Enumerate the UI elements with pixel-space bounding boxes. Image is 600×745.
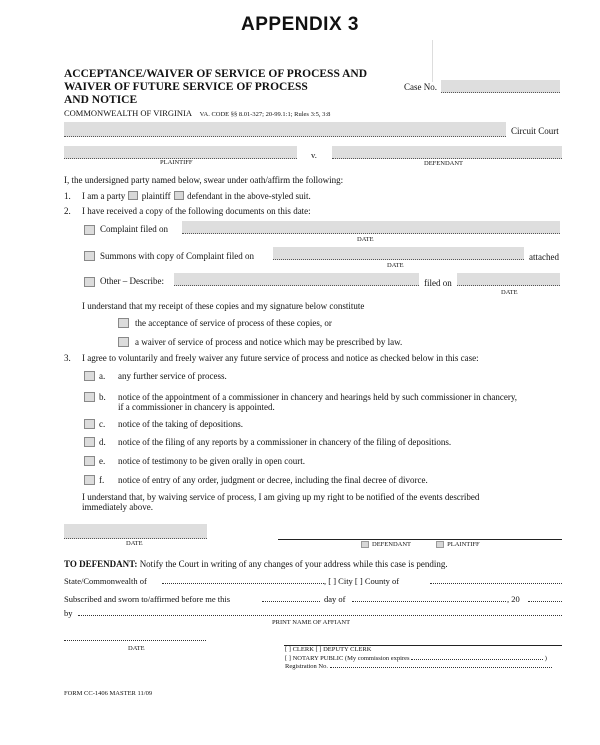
acceptance-label: the acceptance of service of process of these copies, or — [135, 318, 332, 328]
signer-defendant-checkbox[interactable] — [361, 541, 369, 548]
complaint-checkbox[interactable] — [84, 225, 95, 235]
day-field[interactable] — [262, 601, 320, 602]
to-defendant-text: Notify the Court in writing of any changes of your address while this case is pending. — [139, 559, 448, 569]
option-b-text: notice of the appointment of a commissioner in chancery and hearings held by such commissioner in chancery, — [118, 392, 518, 402]
registration-field[interactable] — [330, 667, 552, 668]
signature-date-field[interactable] — [64, 524, 207, 539]
item1-text — [82, 191, 311, 201]
plaintiff-caption: PLAINTIFF — [160, 159, 193, 166]
subscribed-label: Subscribed and sworn to/affirmed before me this — [64, 594, 231, 604]
option-e-letter: e. — [99, 456, 106, 466]
option-a-text: any further service of process. — [118, 371, 227, 381]
complaint-date-caption: DATE — [357, 236, 374, 243]
notary-date-caption: DATE — [128, 645, 145, 652]
other-label: Other – Describe: — [100, 276, 164, 286]
item2-number: 2. — [64, 206, 71, 216]
summons-date-caption: DATE — [387, 262, 404, 269]
complaint-label: Complaint filed on — [100, 224, 168, 234]
attached-label: attached — [529, 252, 559, 262]
va-code-citation: VA. CODE §§ 8.01-327; 20-99.1:1; Rules 3:5, 3:8 — [199, 111, 331, 118]
option-b-checkbox[interactable] — [84, 392, 95, 402]
option-d-checkbox[interactable] — [84, 437, 95, 447]
day-of-label: day of — [324, 594, 346, 604]
notary-date-field[interactable] — [64, 640, 206, 641]
defendant-field[interactable] — [332, 146, 562, 159]
option-b-text-cont: if a commissioner in chancery is appointed. — [118, 402, 275, 412]
other-checkbox[interactable] — [84, 277, 95, 287]
scan-artifact-line — [432, 40, 433, 82]
plaintiff-checkbox[interactable] — [128, 191, 138, 200]
understand-receipt-text: I understand that my receipt of these copies and my signature below constitute — [82, 301, 365, 311]
signer-plaintiff-label: PLAINTIFF — [447, 541, 480, 548]
notary-commission — [285, 655, 547, 662]
item1-number: 1. — [64, 191, 71, 201]
circuit-court-label: Circuit Court — [511, 126, 559, 136]
signature-date-caption: DATE — [126, 540, 143, 547]
other-date-field[interactable] — [457, 273, 560, 286]
year-prefix: , 20 — [507, 594, 520, 604]
case-no-label: Case No. — [404, 82, 437, 92]
notary-commission-close: ) — [544, 655, 547, 662]
waiver-checkbox[interactable] — [118, 337, 129, 347]
signer-defendant-label: DEFENDANT — [372, 541, 411, 548]
option-d-text: notice of the filing of any reports by a commissioner in chancery of the filing of depositions. — [118, 437, 452, 447]
form-id: FORM CC-1406 MASTER 11/09 — [64, 690, 153, 697]
option-f-checkbox[interactable] — [84, 475, 95, 485]
form-title-line2: WAIVER OF FUTURE SERVICE OF PROCESS — [64, 81, 308, 93]
summons-label: Summons with copy of Complaint filed on — [100, 251, 254, 261]
other-date-caption: DATE — [501, 289, 518, 296]
state-label: State/Commonwealth of — [64, 576, 147, 586]
summons-date-field[interactable] — [273, 247, 524, 260]
other-description-field[interactable] — [174, 273, 419, 286]
year-field[interactable] — [528, 601, 562, 602]
appendix-heading: APPENDIX 3 — [241, 14, 359, 35]
defendant-checkbox[interactable] — [174, 191, 184, 200]
signature-role — [361, 541, 480, 548]
understand-waiving-text-cont: immediately above. — [82, 502, 153, 512]
city-county-label: , [ ] City [ ] County of — [324, 576, 400, 586]
item1-prefix: I am a party — [82, 191, 126, 201]
month-field[interactable] — [352, 601, 506, 602]
commission-expiry-field[interactable] — [411, 659, 543, 660]
summons-checkbox[interactable] — [84, 251, 95, 261]
plaintiff-field[interactable] — [64, 146, 297, 159]
form-title — [64, 68, 394, 107]
jurisdiction-line — [64, 108, 330, 118]
filed-on-label: filed on — [424, 278, 452, 288]
signature-line[interactable] — [278, 539, 562, 540]
option-f-text: notice of entry of any order, judgment or decree, including the final decree of divorce. — [118, 475, 428, 485]
option-e-checkbox[interactable] — [84, 456, 95, 466]
complaint-date-field[interactable] — [182, 221, 560, 234]
option-d-letter: d. — [99, 437, 106, 447]
acceptance-checkbox[interactable] — [118, 318, 129, 328]
option-c-checkbox[interactable] — [84, 419, 95, 429]
circuit-court-field[interactable] — [64, 122, 506, 137]
item3-number: 3. — [64, 353, 71, 363]
to-defendant-heading: TO DEFENDANT: — [64, 559, 138, 569]
item3-text: I agree to voluntarily and freely waiver any future service of process and notice as checked below in this case: — [82, 353, 479, 363]
city-county-field[interactable] — [430, 583, 562, 584]
by-label: by — [64, 608, 73, 618]
registration — [285, 663, 552, 670]
option-a-letter: a. — [99, 371, 106, 381]
understand-waiving-text: I understand that, by waiving service of process, I am giving up my right to be notified of the events described — [82, 492, 480, 502]
option-c-text: notice of the taking of depositions. — [118, 419, 243, 429]
option-e-text: notice of testimony to be given orally in open court. — [118, 456, 305, 466]
print-name-caption: PRINT NAME OF AFFIANT — [272, 619, 351, 626]
signer-plaintiff-checkbox[interactable] — [436, 541, 444, 548]
to-defendant-notice — [64, 559, 448, 569]
case-no-field[interactable] — [441, 80, 560, 93]
item1-defendant-label: defendant in the above-styled suit. — [187, 191, 311, 201]
clerk-options: [ ] CLERK [ ] DEPUTY CLERK — [285, 646, 372, 653]
commonwealth-label: COMMONWEALTH OF VIRGINIA — [64, 108, 192, 118]
affiant-name-field[interactable] — [78, 615, 562, 616]
item1-plaintiff-label: plaintiff — [141, 191, 171, 201]
versus-label: v. — [311, 150, 317, 160]
form-title-line3: AND NOTICE — [64, 94, 138, 106]
form-title-line1: ACCEPTANCE/WAIVER OF SERVICE OF PROCESS AND — [64, 68, 367, 80]
registration-label: Registration No. — [285, 663, 328, 670]
intro-text: I, the undersigned party named below, swear under oath/affirm the following: — [64, 175, 344, 185]
option-a-checkbox[interactable] — [84, 371, 95, 381]
defendant-caption: DEFENDANT — [424, 160, 463, 167]
option-c-letter: c. — [99, 419, 106, 429]
waiver-label: a waiver of service of process and notice which may be prescribed by law. — [135, 337, 403, 347]
option-b-letter: b. — [99, 392, 106, 402]
state-field[interactable] — [162, 583, 324, 584]
item2-text: I have received a copy of the following documents on this date: — [82, 206, 311, 216]
option-f-letter: f. — [99, 475, 105, 485]
notary-commission-label: [ ] NOTARY PUBLIC (My commission expires — [285, 655, 410, 662]
